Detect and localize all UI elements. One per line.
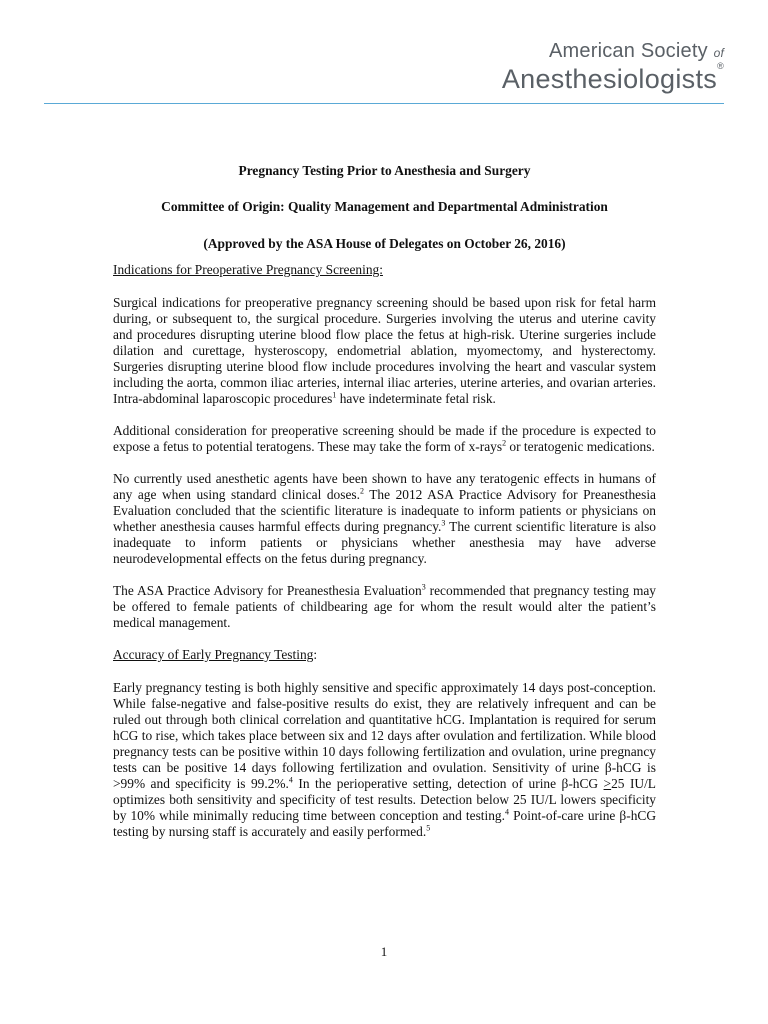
committee-of-origin: Committee of Origin: Quality Management and Departmental Administration (161, 199, 608, 214)
logo-line-2: Anesthesiologists® (501, 61, 724, 94)
logo-of: of (713, 46, 724, 60)
paragraph-early-testing: Early pregnancy testing is both highly sensitive and specific approximately 14 days post-conception. While false-negative and false-positive results do exist, they are relatively infrequent and can be ruled out through both clinical correlation and quantitative hCG. Implantation is required for serum hCG to rise, which takes place between six and 12 days after ovulation and fertilization. While blood pregnancy tests can be positive within 10 days following fertilization and ovulation, urine pregnancy tests can be positive 14 days following fertilization and ovulation. Sensitivity of urine β-hCG is >99% and specificity is 99.2%.$^4$ In the perioperative setting, detection of urine β-hCG >25 IU/L optimizes both sensitivity and specificity of test results. Detection below 25 IU/L lowers specificity by 10% while minimally reducing time between conception and testing.$^4$ Point-of-care urine β-hCG testing by nursing staff is accurately and easily performed.$^5$ (113, 680, 656, 839)
logo-line-1: American Society of (548, 40, 724, 62)
document-body (113, 163, 656, 856)
paragraph-anesthetic-agents: No currently used anesthetic agents have been shown to have any teratogenic effects in humans of any age when using standard clinical doses.$^2$ The 2012 ASA Practice Advisory for Preanesthesia Evaluation concluded that the scientific literature is inadequate to inform patients or physicians on whether anesthesia causes harmful effects during pregnancy.$^3$ The current scientific literature is also inadequate to inform patients or physicians whether anesthesia may have adverse neurodevelopmental effects on the fetus during pregnancy. (113, 471, 657, 566)
registered-mark: ® (717, 61, 724, 71)
header-divider (44, 103, 724, 104)
section-heading-accuracy: Accuracy of Early Pregnancy Testing: (113, 647, 318, 662)
asa-logo (502, 40, 724, 94)
paragraph-practice-advisory: The ASA Practice Advisory for Preanesthesia Evaluation$^3$ recommended that pregnancy testing may be offered to female patients of childbearing age for whom the result would alter the patient’s medical management. (113, 582, 656, 630)
document-title: Pregnancy Testing Prior to Anesthesia and Surgery (238, 163, 531, 178)
approval-note: (Approved by the ASA House of Delegates on October 26, 2016) (203, 236, 566, 251)
paragraph-teratogens: Additional consideration for preoperative screening should be made if the procedure is expected to expose a fetus to potential teratogens. These may take the form of x-rays$^2$ or teratogenic medications. (113, 423, 656, 454)
section-heading-indications: Indications for Preoperative Pregnancy Screening: (113, 262, 383, 277)
paragraph-surgical-indications: Surgical indications for preoperative pregnancy screening should be based upon risk for fetal harm during, or subsequent to, the surgical procedure. Surgeries involving the uterus and uterine cavity and procedures disrupting uterine blood flow place the fetus at high-risk. Uterine surgeries include dilation and curettage, hysteroscopy, endometrial ablation, myomectomy, and hysterectomy. Surgeries disrupting uterine blood flow include procedures involving the heart and vascular system including the aorta, common iliac arteries, internal iliac arteries, uterine arteries, and ovarian arteries. Intra-abdominal laparoscopic procedures$^1$ have indeterminate fetal risk. (113, 295, 656, 406)
page-number: 1 (380, 944, 388, 959)
